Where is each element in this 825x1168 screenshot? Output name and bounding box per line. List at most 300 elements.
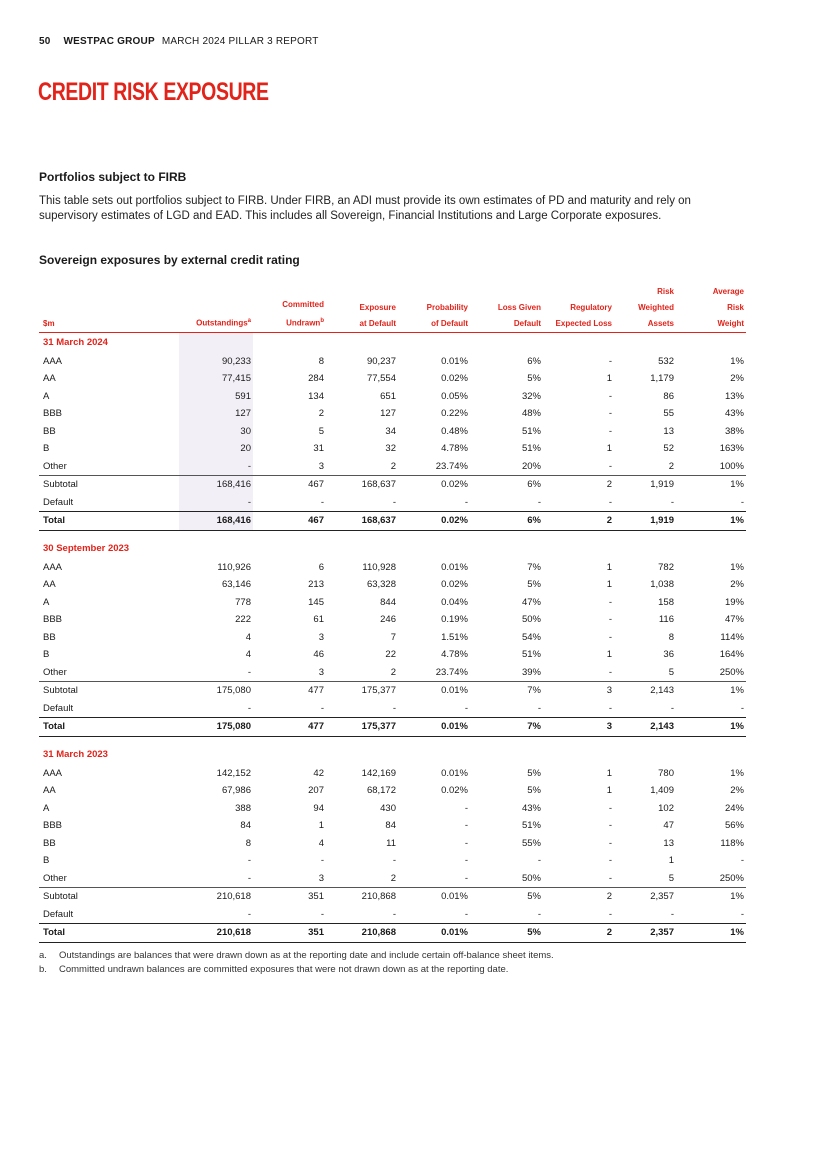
table-cell: 32 <box>385 443 396 455</box>
table-cell: Total <box>39 718 179 737</box>
table-cell <box>614 539 676 559</box>
table-cell: - <box>608 837 612 849</box>
table-cell: BBB <box>43 408 63 420</box>
column-header <box>326 281 398 332</box>
subtotal-row <box>39 682 746 700</box>
table-cell: 5% <box>527 579 541 591</box>
spacer-cell <box>39 736 746 745</box>
table-cell: 5 <box>668 666 674 678</box>
column-header-line <box>470 284 541 300</box>
table-cell <box>398 745 470 765</box>
table-cell: 4.78% <box>441 649 468 661</box>
column-header-line <box>253 281 324 297</box>
rating-row <box>39 646 746 664</box>
table-header <box>39 281 746 332</box>
default-row <box>39 494 746 512</box>
column-header <box>39 281 179 332</box>
table-cell: 13 <box>663 425 674 437</box>
footnote-a <box>39 949 554 963</box>
table-cell: 2,357 <box>614 888 676 906</box>
table-cell: B <box>43 443 50 455</box>
table-cell: - <box>608 855 612 867</box>
footnote-key: b. <box>39 963 47 975</box>
table-cell: 46 <box>313 649 324 661</box>
table-cell: 142,169 <box>361 767 396 779</box>
table-cell <box>253 332 326 353</box>
table-cell: 1,179 <box>650 373 674 385</box>
column-header-line <box>398 284 468 300</box>
table-cell: 222 <box>235 614 251 626</box>
table-cell: - <box>464 908 468 920</box>
table-cell: - <box>608 460 612 472</box>
table-cell: 1 <box>606 767 612 779</box>
page-number: 50 <box>39 36 51 47</box>
table-cell: 2% <box>730 373 744 385</box>
table-cell: 0.04% <box>441 596 468 608</box>
table-cell: 47 <box>663 820 674 832</box>
table-cell: 246 <box>380 614 396 626</box>
table-cell: - <box>608 390 612 402</box>
table-cell: 13% <box>724 390 744 402</box>
rating-row <box>39 852 746 870</box>
table-cell: 351 <box>253 888 326 906</box>
table-cell: 250% <box>719 872 744 884</box>
table-cell: - <box>320 908 324 920</box>
table-cell: 63,328 <box>366 579 396 591</box>
table-cell: 175,377 <box>326 682 398 700</box>
table-cell: 127 <box>179 405 253 423</box>
table-cell: A <box>43 390 50 402</box>
table-cell: 0.01% <box>441 355 468 367</box>
column-header <box>179 281 253 332</box>
table-cell: 0.05% <box>441 390 468 402</box>
table-cell: - <box>608 631 612 643</box>
table-cell: 782 <box>658 561 674 573</box>
table-cell: Total <box>39 924 179 943</box>
table-cell: 110,926 <box>217 561 251 573</box>
spacer-row <box>39 530 746 539</box>
table-cell: 90,233 <box>179 353 253 371</box>
table-cell: - <box>320 496 324 508</box>
table-cell: 430 <box>380 802 396 814</box>
header-row <box>39 281 746 332</box>
table-cell: 477 <box>253 718 326 737</box>
table-cell: 168,637 <box>326 476 398 494</box>
table-cell: - <box>464 837 468 849</box>
table-cell: 24% <box>724 802 744 814</box>
table-cell: 4.78% <box>441 443 468 455</box>
table-cell: 1% <box>676 888 746 906</box>
table-cell: Other <box>43 872 67 884</box>
table-cell: 6 <box>318 561 324 573</box>
table-cell: - <box>179 494 253 512</box>
table-cell <box>398 539 470 559</box>
table-cell: 39% <box>521 666 541 678</box>
table-cell: 7% <box>527 561 541 573</box>
table-cell: 6% <box>470 512 543 531</box>
rating-row <box>39 405 746 423</box>
table-cell: 467 <box>253 476 326 494</box>
table-cell: 3 <box>543 682 614 700</box>
column-header-line: of Default <box>431 318 468 328</box>
table-cell: 3 <box>318 666 324 678</box>
table-cell: 1% <box>676 476 746 494</box>
table-cell: 34 <box>385 425 396 437</box>
table-cell: 467 <box>253 512 326 531</box>
period-label: 31 March 2024 <box>43 337 108 349</box>
column-header-line <box>43 284 177 300</box>
footnote-marker: b <box>320 318 324 324</box>
table-cell <box>253 745 326 765</box>
table-cell: 158 <box>658 596 674 608</box>
table-cell: - <box>464 802 468 814</box>
table-cell: 250% <box>719 666 744 678</box>
table-cell: - <box>608 872 612 884</box>
table-cell: 13 <box>663 837 674 849</box>
table-cell: 1% <box>676 512 746 531</box>
table-cell: 5% <box>470 888 543 906</box>
table-cell: 51% <box>521 443 541 455</box>
column-header <box>676 281 746 332</box>
table-cell: 63,146 <box>221 579 251 591</box>
table-cell: 7% <box>470 718 543 737</box>
table-cell: 1.51% <box>441 631 468 643</box>
table-cell: 100% <box>719 460 744 472</box>
table-cell: 651 <box>380 390 396 402</box>
footnotes <box>39 949 554 976</box>
table-cell: 210,868 <box>326 924 398 943</box>
table-cell: 110,928 <box>362 561 396 573</box>
default-row <box>39 906 746 924</box>
table-cell: 5% <box>527 373 541 385</box>
table-cell: - <box>392 855 396 867</box>
table-cell: - <box>670 702 674 714</box>
table-cell: 6% <box>527 355 541 367</box>
table-cell: 7 <box>390 631 396 643</box>
table-cell: - <box>608 820 612 832</box>
table-cell: 844 <box>380 596 396 608</box>
table-cell: 145 <box>308 596 324 608</box>
table-cell: 1 <box>606 649 612 661</box>
table-cell: B <box>43 855 50 867</box>
rating-row <box>39 576 746 594</box>
table-cell: Default <box>43 702 74 714</box>
column-header-line: Undrawn$^b$ <box>286 318 324 328</box>
table-cell: 175,080 <box>179 682 253 700</box>
table-cell: 134 <box>308 390 324 402</box>
table-cell: 3 <box>543 718 614 737</box>
table-cell: 86 <box>663 390 674 402</box>
table-cell: Default <box>43 496 74 508</box>
table-cell: 22 <box>385 649 396 661</box>
column-header-line <box>326 284 396 300</box>
table-cell: - <box>608 408 612 420</box>
column-header-line <box>543 284 612 300</box>
table-cell: 0.01% <box>398 924 470 943</box>
table-cell: - <box>247 855 251 867</box>
column-header-line: Weight <box>717 318 744 328</box>
table-cell: 8 <box>668 631 674 643</box>
table-cell: - <box>392 702 396 714</box>
footnote-text: Outstandings are balances that were drawn down as at the reporting date and include certain off-balance sheet items. <box>59 950 554 961</box>
column-header-line: Average <box>712 286 744 296</box>
table-cell <box>470 332 543 353</box>
rating-row <box>39 440 746 458</box>
table-cell: BB <box>43 425 56 437</box>
table-cell: 2 <box>668 460 674 472</box>
table-cell: 0.22% <box>441 408 468 420</box>
table-cell: 8 <box>318 355 324 367</box>
column-header <box>543 281 614 332</box>
table-cell: 51% <box>521 820 541 832</box>
table-cell: 5 <box>668 872 674 884</box>
table-cell: 0.02% <box>441 373 468 385</box>
table-cell: 284 <box>308 373 324 385</box>
rating-row <box>39 458 746 476</box>
intro-paragraph: This table sets out portfolios subject to FIRB. Under FIRB, an ADI must provide its own estimates of PD and maturity and rely on supervisory estimates of LGD and EAD. This includes all Sovereign, Financial Institutions and Large Corporate exposures. <box>39 195 691 222</box>
table-cell: 163% <box>719 443 744 455</box>
table-cell <box>326 745 398 765</box>
table-cell: Default <box>43 908 74 920</box>
table-cell: 0.02% <box>441 579 468 591</box>
table-cell: - <box>740 908 744 920</box>
table-cell: - <box>537 702 541 714</box>
table-cell: 2,143 <box>614 682 676 700</box>
table-cell: - <box>537 908 541 920</box>
table-cell: 118% <box>720 837 744 849</box>
table-cell: 61 <box>313 614 324 626</box>
rating-row <box>39 629 746 647</box>
table-cell: 0.02% <box>398 476 470 494</box>
table-cell: 2 <box>543 924 614 943</box>
table-cell: - <box>247 872 251 884</box>
column-header <box>614 281 676 332</box>
table-cell: 6% <box>470 476 543 494</box>
table-cell: 3 <box>318 631 324 643</box>
table-cell: 2 <box>543 476 614 494</box>
rating-row <box>39 765 746 783</box>
table-cell: - <box>608 496 612 508</box>
brand-name: WESTPAC GROUP <box>63 36 155 47</box>
table-cell <box>398 332 470 353</box>
table-cell: 30 <box>179 423 253 441</box>
report-name: MARCH 2024 PILLAR 3 REPORT <box>161 36 319 47</box>
table-cell: 84 <box>240 820 251 832</box>
table-cell: Subtotal <box>39 476 179 494</box>
page-header <box>39 36 319 47</box>
table-cell: - <box>464 855 468 867</box>
column-header-line: Probability <box>426 302 468 312</box>
column-header-line: $m <box>43 318 55 328</box>
table-cell: - <box>247 666 251 678</box>
table-cell: Subtotal <box>39 682 179 700</box>
table-cell: 0.01% <box>441 767 468 779</box>
table-cell <box>179 539 253 559</box>
table-cell: 1 <box>318 820 324 832</box>
table-cell: 7% <box>470 682 543 700</box>
table-cell: Total <box>39 512 179 531</box>
footnote-key: a. <box>39 950 47 961</box>
table-cell: 0.01% <box>441 561 468 573</box>
table-cell: 56% <box>724 820 744 832</box>
table-cell: 2 <box>390 460 396 472</box>
table-cell: A <box>43 802 50 814</box>
table-cell: 175,377 <box>326 718 398 737</box>
table-cell: 1 <box>606 579 612 591</box>
table-cell <box>676 745 746 765</box>
table-cell: - <box>608 908 612 920</box>
table-cell: 388 <box>235 802 251 814</box>
rating-row <box>39 870 746 888</box>
table-cell: 2 <box>543 888 614 906</box>
table-cell: 168,416 <box>179 476 253 494</box>
table-cell: 31 <box>313 443 324 455</box>
subtotal-row <box>39 476 746 494</box>
table-cell: - <box>464 872 468 884</box>
table-cell: 20% <box>521 460 541 472</box>
table-cell <box>614 745 676 765</box>
table-cell: 1% <box>730 767 744 779</box>
rating-row <box>39 611 746 629</box>
rating-row <box>39 817 746 835</box>
table-cell: 4 <box>245 649 251 661</box>
table-cell: - <box>464 496 468 508</box>
table-cell: 0.01% <box>398 718 470 737</box>
table-cell: 2,143 <box>614 718 676 737</box>
table-cell: 11 <box>386 837 396 849</box>
table-cell: 50% <box>521 872 541 884</box>
table-cell: 0.19% <box>441 614 468 626</box>
column-header-line: Assets <box>647 318 674 328</box>
subtotal-row <box>39 888 746 906</box>
sovereign-exposure-table <box>39 281 746 943</box>
total-row <box>39 924 746 943</box>
table-cell: 1% <box>730 355 744 367</box>
table-cell: BBB <box>43 820 63 832</box>
table-cell <box>614 332 676 353</box>
period-label: 31 March 2023 <box>43 749 108 761</box>
table-cell: 477 <box>253 682 326 700</box>
table-cell: 50% <box>521 614 541 626</box>
table-cell: 1 <box>606 785 612 797</box>
table-cell: Subtotal <box>39 888 179 906</box>
table-cell: - <box>670 496 674 508</box>
table-cell: 20 <box>179 440 253 458</box>
table-cell: 2 <box>543 512 614 531</box>
table-cell: - <box>608 596 612 608</box>
table-cell: 2 <box>318 408 324 420</box>
column-header-line: Risk <box>657 286 674 296</box>
column-header-line <box>43 300 177 316</box>
table-cell: A <box>43 596 50 608</box>
table-cell: 1 <box>668 855 674 867</box>
table-cell: 1% <box>730 561 744 573</box>
table-cell: - <box>247 702 251 714</box>
table-cell: 48% <box>521 408 541 420</box>
period-label: 30 September 2023 <box>43 543 130 555</box>
table-cell: 1% <box>676 718 746 737</box>
column-header <box>398 281 470 332</box>
table-cell: - <box>740 496 744 508</box>
column-header-line: at Default <box>359 318 396 328</box>
table-cell <box>253 539 326 559</box>
table-cell: 207 <box>308 785 324 797</box>
table-cell: 32% <box>521 390 541 402</box>
table-cell <box>676 332 746 353</box>
table-cell: 4 <box>318 837 324 849</box>
table-cell: 38% <box>724 425 744 437</box>
table-cell: BB <box>43 837 56 849</box>
table-cell: - <box>608 614 612 626</box>
rating-row <box>39 594 746 612</box>
column-header-line: Risk <box>727 302 744 312</box>
rating-row <box>39 664 746 682</box>
table-cell: 84 <box>385 820 396 832</box>
total-row <box>39 718 746 737</box>
table-cell: 77,554 <box>366 373 396 385</box>
table-cell: 0.01% <box>398 682 470 700</box>
rating-row <box>39 370 746 388</box>
table-cell: AA <box>43 373 56 385</box>
table-cell: 210,618 <box>179 924 253 943</box>
table-cell: 5 <box>318 425 324 437</box>
table-cell: - <box>320 702 324 714</box>
rating-row <box>39 782 746 800</box>
column-header-line: Default <box>513 318 541 328</box>
table-cell: - <box>464 820 468 832</box>
table-cell: - <box>608 355 612 367</box>
table-cell: B <box>43 649 50 661</box>
table-cell: 2,357 <box>614 924 676 943</box>
table-cell: AAA <box>43 561 63 573</box>
column-header <box>470 281 543 332</box>
table-cell: 77,415 <box>179 370 253 388</box>
table-cell: 54% <box>521 631 541 643</box>
table-cell: 0.01% <box>398 888 470 906</box>
table-cell: 23.74% <box>435 460 468 472</box>
period-row <box>39 332 746 353</box>
table-heading: Sovereign exposures by external credit rating <box>39 253 300 267</box>
table-cell: 51% <box>521 649 541 661</box>
table-cell: AA <box>43 785 56 797</box>
table-cell: 1,409 <box>650 785 674 797</box>
table-cell: 1% <box>676 682 746 700</box>
footnote-b <box>39 963 554 977</box>
table-cell <box>543 745 614 765</box>
table-cell: 210,868 <box>326 888 398 906</box>
table-cell <box>326 332 398 353</box>
column-header-line: Outstandings$^a$ <box>196 318 251 328</box>
table-cell: 532 <box>658 355 674 367</box>
table-cell <box>543 332 614 353</box>
table-cell: 1 <box>606 561 612 573</box>
table-cell: 94 <box>313 802 324 814</box>
rating-row <box>39 353 746 371</box>
table-cell <box>543 539 614 559</box>
table-cell: 2% <box>730 785 744 797</box>
spacer-cell <box>39 530 746 539</box>
table-cell: 90,237 <box>366 355 396 367</box>
table-cell: 0.02% <box>398 512 470 531</box>
table-cell: 2 <box>390 872 396 884</box>
table-cell: 55 <box>663 408 674 420</box>
table-cell: 168,637 <box>326 512 398 531</box>
table-cell: 36 <box>663 649 674 661</box>
table-cell: 210,618 <box>179 888 253 906</box>
page-title: CREDIT RISK EXPOSURE <box>38 78 269 106</box>
table-cell: 114% <box>720 631 744 643</box>
table-cell: 23.74% <box>435 666 468 678</box>
